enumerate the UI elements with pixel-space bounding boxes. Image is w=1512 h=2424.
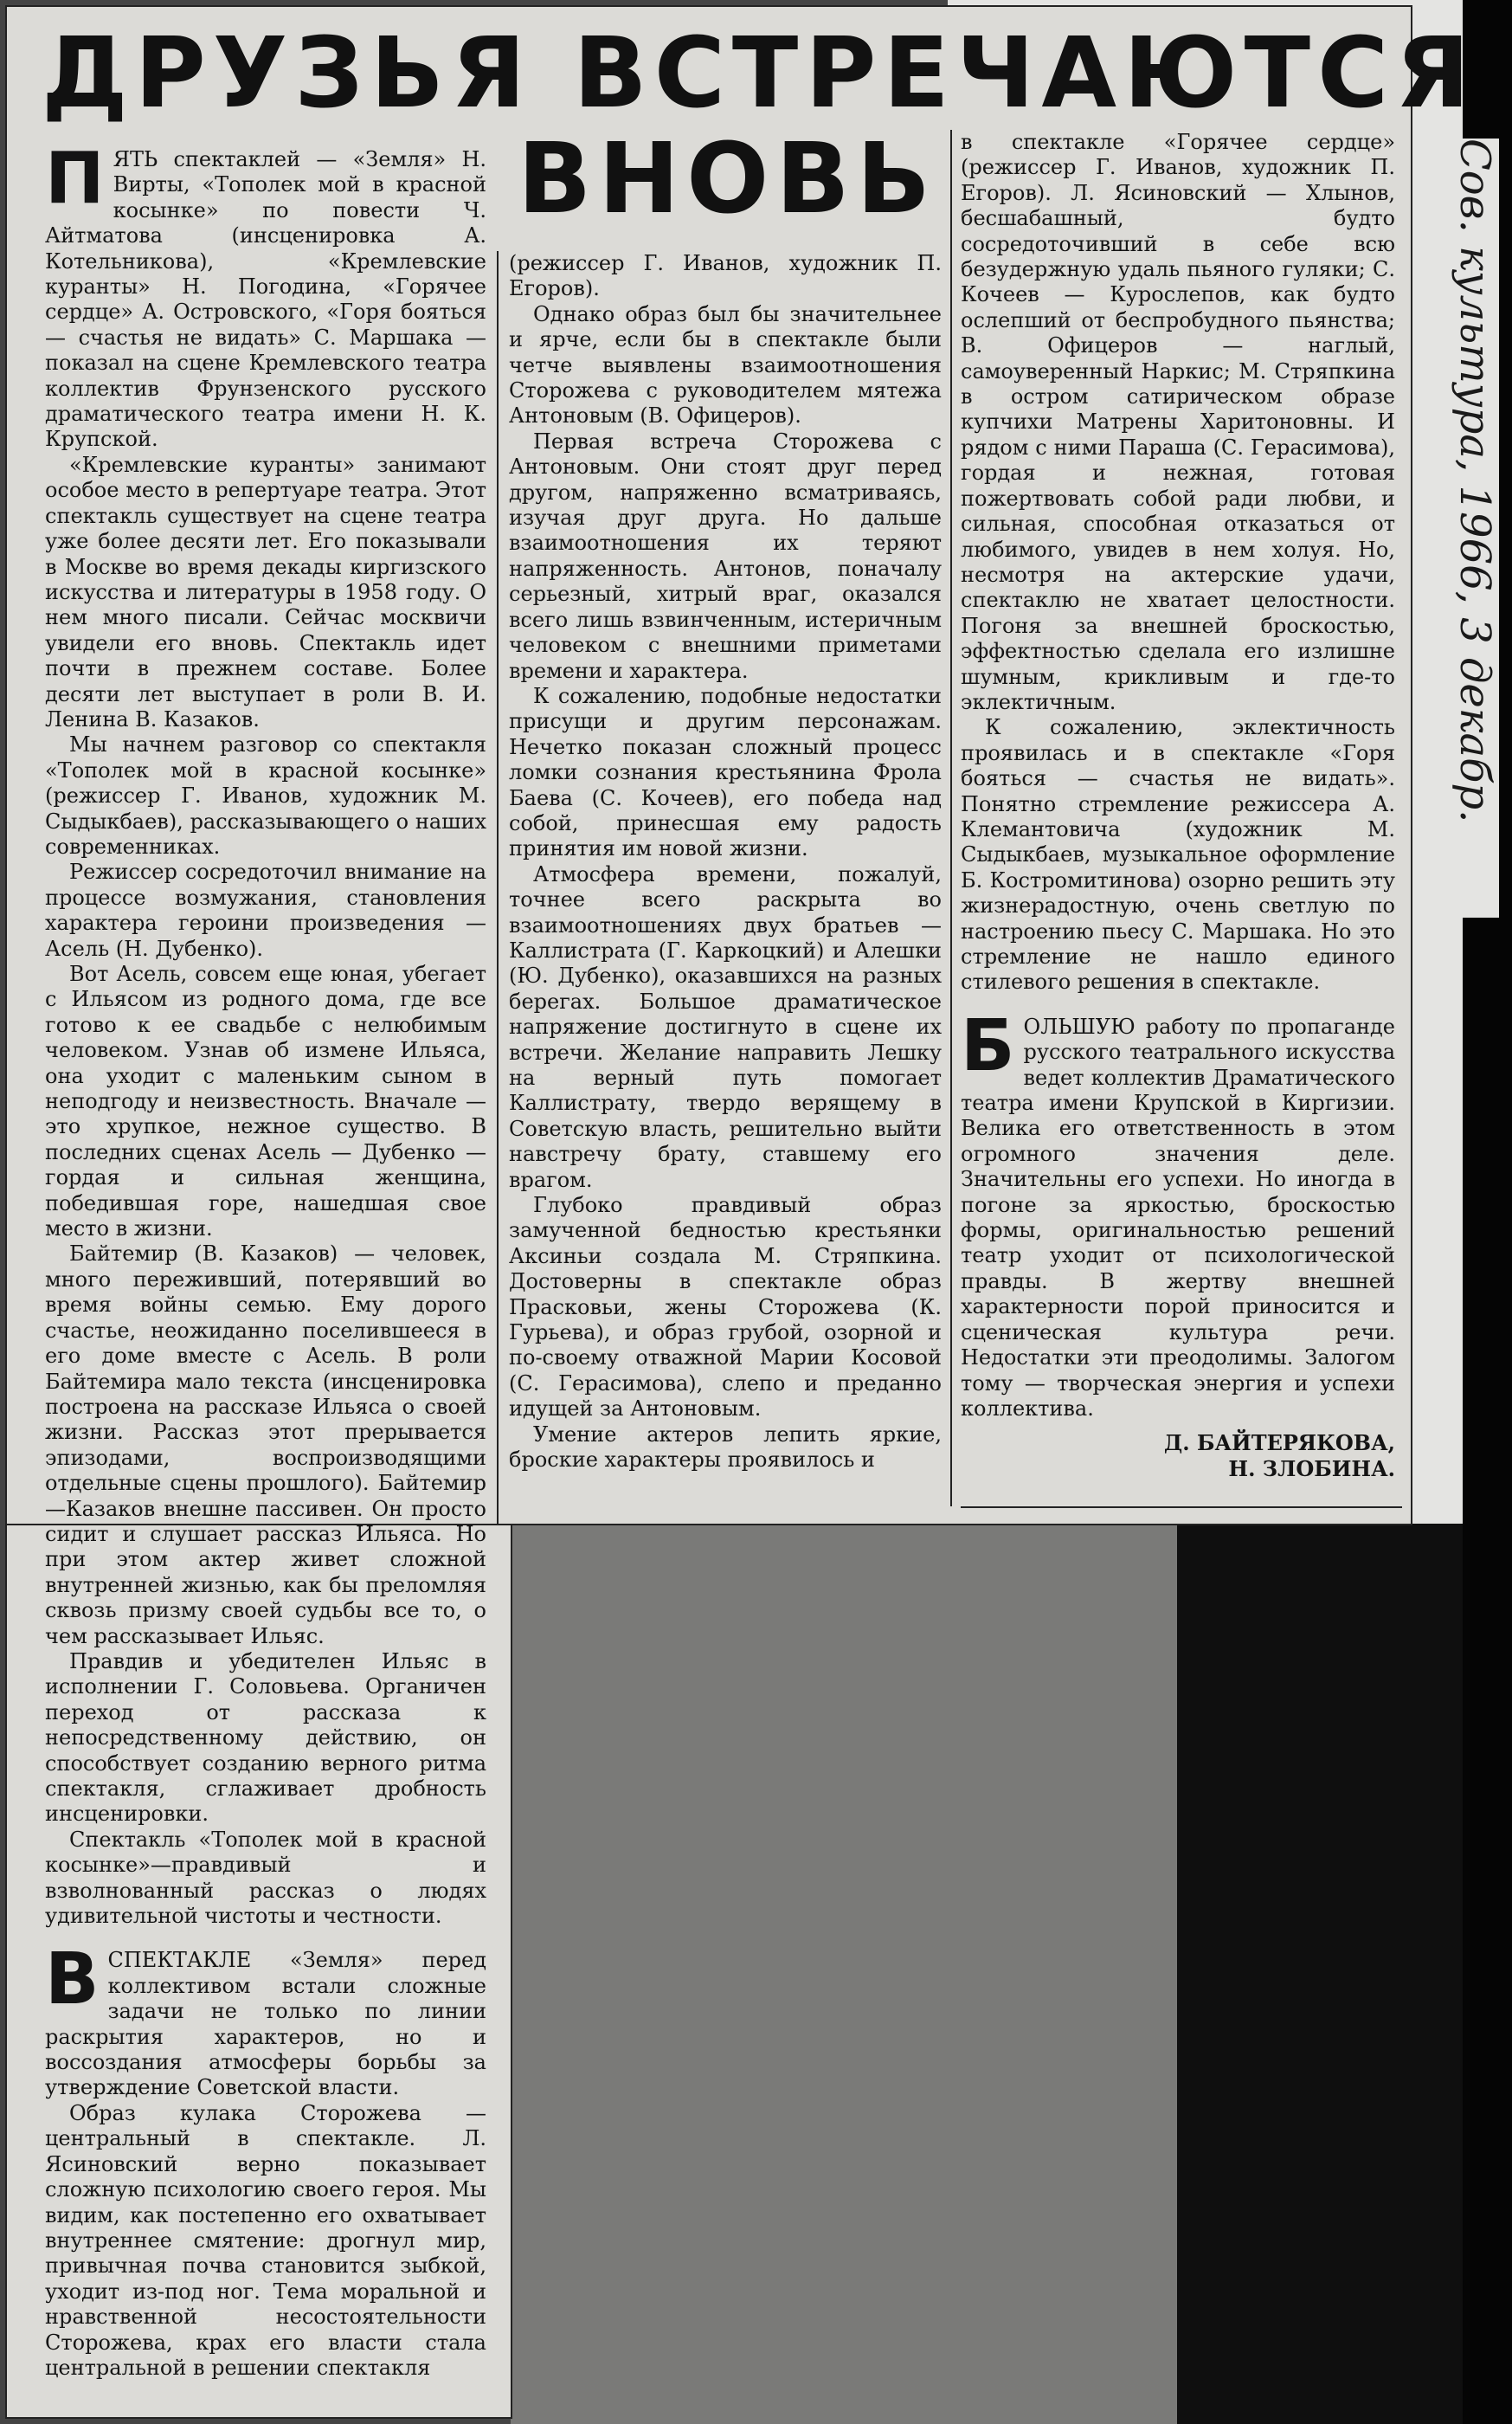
paragraph: Мы начнем разговор со спектакля «Тополек мой в красной косынке» (режиссер Г. Иванов, художник М. Сыдыкбаев), рассказывающего о наших современниках. bbox=[45, 732, 486, 859]
paragraph: Атмосфера времени, пожалуй, точнее всего раскрыта во взаимоотношениях двух братьев — Каллистрата (Г. Каркоцкий) и Алешки (Ю. Дубенко), оказавшихся на разных берегах. Большое драматическое напряжение достигнуто в сцене их встречи. Желание направить Лешку на верный путь помогает Каллистрату, твердо верящему в Советскую власть, решительно выйти навстречу брату, ставшему его врагом. bbox=[509, 861, 942, 1192]
paragraph: К сожалению, подобные недостатки присущи и другим персонажам. Нечетко показан сложный процесс ломки сознания крестьянина Фрола Баева (С. Кочеев), его победа над собой, принесшая ему радость принятия им новой жизни. bbox=[509, 683, 942, 861]
article-column-2 bbox=[509, 251, 942, 1515]
paragraph: Образ кулака Сторожева — центральный в спектакле. Л. Ясиновский верно показывает сложную психологию своего героя. Мы видим, как постепенно его охватывает внутреннее смятение: дрогнул мир, привычная почва становится зыбкой, уходит из-под ног. Тема моральной и нравственной несостоятельности Сторожева, крах его власти стала центральной в решении спектакля bbox=[45, 2100, 486, 2380]
handwritten-source-note: Сов. культура, 1966, 3 декабр. bbox=[1430, 139, 1499, 918]
author-signature: Д. БАЙТЕРЯКОВА, bbox=[1163, 1430, 1395, 1456]
paragraph: Умение актеров лепить яркие, броские характеры проявилось и bbox=[509, 1422, 942, 1473]
article-column-3 bbox=[961, 130, 1395, 1506]
paragraph: Спектакль «Тополек мой в красной косынке»—правдивый и взволнованный рассказ о людях удивительной чистоты и честности. bbox=[45, 1827, 486, 1929]
paragraph: БОЛЬШУЮ работу по пропаганде русского театрального искусства ведет коллектив Драматического театра имени Крупской в Киргизии. Велика его ответственность в этом огромного значения деле. Значительны его успехи. Но иногда в погоне за яркостью, броскостью формы, оригинальностью решений театр уходит от психологической правды. В жертву внешней характерности порой приносится и сценическая культура речи. Недостатки эти преодолимы. Залогом тому — творческая энергия и успехи коллектива. bbox=[961, 1004, 1395, 1421]
paragraph: Правдив и убедителен Ильяс в исполнении Г. Соловьева. Органичен переход от рассказа к непосредственному действию, он способствует созданию верного ритма спектакля, сглаживает дробность инсценировки. bbox=[45, 1648, 486, 1827]
mount-board bbox=[511, 1524, 1177, 2424]
paragraph: Глубоко правдивый образ замученной бедностью крестьянки Аксиньи создала М. Стряпкина. Достоверны в спектакле образ Прасковьи, жены Сторожева (К. Гурьева), и образ грубой, озорной и по-своему отважной Марии Косовой (С. Герасимова), слепо и преданно идущей за Антоновым. bbox=[509, 1193, 942, 1422]
paragraph: в спектакле «Горячее сердце» (режиссер Г. Иванов, художник П. Егоров). Л. Ясиновский — Хлынов, бесшабашный, будто сосредоточивший в себе всю безудержную удаль пьяного гуляки; С. Кочеев — Курослепов, как будто ослепший от беспробудного пьянства; В. Офицеров — наглый, самоуверенный Наркис; М. Стряпкина в остром сатирическом образе купчихи Матрены Харитоновны. И рядом с ними Параша (С. Герасимова), гордая и нежная, готовая пожертвовать собой ради любви, и сильная, способная отказаться от любимого, увидев в нем холуя. Но, несмотря на актерские удачи, спектаклю не хватает целостности. Погоня за внешней броскостью, эффектностью сделала его излишне шумным, крикливым и где-то эклектичным. bbox=[961, 130, 1395, 714]
paragraph: ПЯТЬ спектаклей — «Земля» Н. Вирты, «Тополек мой в красной косынке» по повести Ч. Айтматова (инсценировка А. Котельникова), «Кремлевские куранты» Н. Погодина, «Горячее сердце» А. Островского, «Горя бояться — счастья не видать» С. Маршака — показал на сцене Кремлевского театра коллектив Фрунзенского русского драматического театра имени Н. К. Крупской. bbox=[45, 147, 486, 452]
bottom-rule bbox=[961, 1506, 1402, 1508]
drop-cap: В bbox=[45, 1938, 100, 2021]
column-rule-2 bbox=[950, 130, 952, 1506]
paragraph: Вот Асель, совсем еще юная, убегает с Ильясом из родного дома, где все готово к ее свадьбе с нелюбимым человеком. Узнав об измене Ильяса, она уходит с маленьким сыном в неподгоду и неизвестность. Вначале — это хрупкое, нежное существо. В последних сценах Асель — Дубенко — гордая и сильная женщина, победившая горе, нашедшая свое место в жизни. bbox=[45, 962, 486, 1241]
headline-line-1: ДРУЗЬЯ ВСТРЕЧАЮТСЯ bbox=[42, 17, 1477, 130]
paragraph: Байтемир (В. Казаков) — человек, много переживший, потерявший во время войны семью. Ему дорого счастье, неожиданно поселившееся в его доме вместе с Асель. В роли Байтемира мало текста (инсценировка построена на рассказе Ильяса о своей жизни. Рассказ этот прерывается эпизодами, воспроизводящими отдельные сцены прошлого). Байтемир—Казаков внешне пассивен. Он просто сидит и слушает рассказ Ильяса. Но при этом актер живет сложной внутренней жизнью, как бы преломляя сквозь призму своей судьбы все то, о чем рассказывает Ильяс. bbox=[45, 1241, 486, 1648]
drop-cap: Б bbox=[961, 1004, 1015, 1087]
paragraph: «Кремлевские куранты» занимают особое место в репертуаре театра. Этот спектакль существует на сцене театра уже более десяти лет. Его показывали в Москве во время декады киргизского искусства и литературы в 1958 году. О нем много писали. Сейчас москвичи увидели его вновь. Спектакль идет почти в прежнем составе. Более десяти лет выступает в роли В. И. Ленина В. Казаков. bbox=[45, 452, 486, 732]
dark-background-strip bbox=[1177, 1524, 1512, 2424]
author-signature: Н. ЗЛОБИНА. bbox=[1228, 1455, 1395, 1481]
paragraph: Первая встреча Сторожева с Антоновым. Они стоят друг перед другом, напряженно всматриваясь, изучая друг друга. Но дальше взаимоотношения их теряют напряженность. Антонов, поначалу серьезный, хитрый враг, оказался всего лишь взвинченным, истеричным человеком с внешними приметами времени и характера. bbox=[509, 429, 942, 683]
column-rule-1 bbox=[497, 251, 499, 1524]
drop-cap: П bbox=[45, 147, 105, 220]
paragraph: (режиссер Г. Иванов, художник П. Егоров). bbox=[509, 251, 942, 301]
paragraph: Режиссер сосредоточил внимание на процессе возмужания, становления характера героини произведения — Асель (Н. Дубенко). bbox=[45, 860, 486, 961]
paragraph: Однако образ был бы значительнее и ярче, если бы в спектакле были четче выявлены взаимоотношения Сторожева с руководителем мятежа Антоновым (В. Офицеров). bbox=[509, 301, 942, 429]
paragraph: ВСПЕКТАКЛЕ «Земля» перед коллективом встали сложные задачи не только по линии раскрытия характеров, но и воссоздания атмосферы борьбы за утверждение Советской власти. bbox=[45, 1938, 486, 2100]
paragraph: К сожалению, эклектичность проявилась и в спектакле «Горя бояться — счастья не видать». Понятно стремление режиссера А. Клемантовича (художник М. Сыдыкбаев, музыкальное оформление Б. Костромитинова) озорно решить эту жизнерадостную, очень светлую по настроению пьесу С. Маршака. Но это стремление не нашло единого стилевого решения в спектакле. bbox=[961, 715, 1395, 995]
headline-line-2: ВНОВЬ bbox=[518, 123, 938, 235]
article-column-1 bbox=[45, 147, 486, 2408]
